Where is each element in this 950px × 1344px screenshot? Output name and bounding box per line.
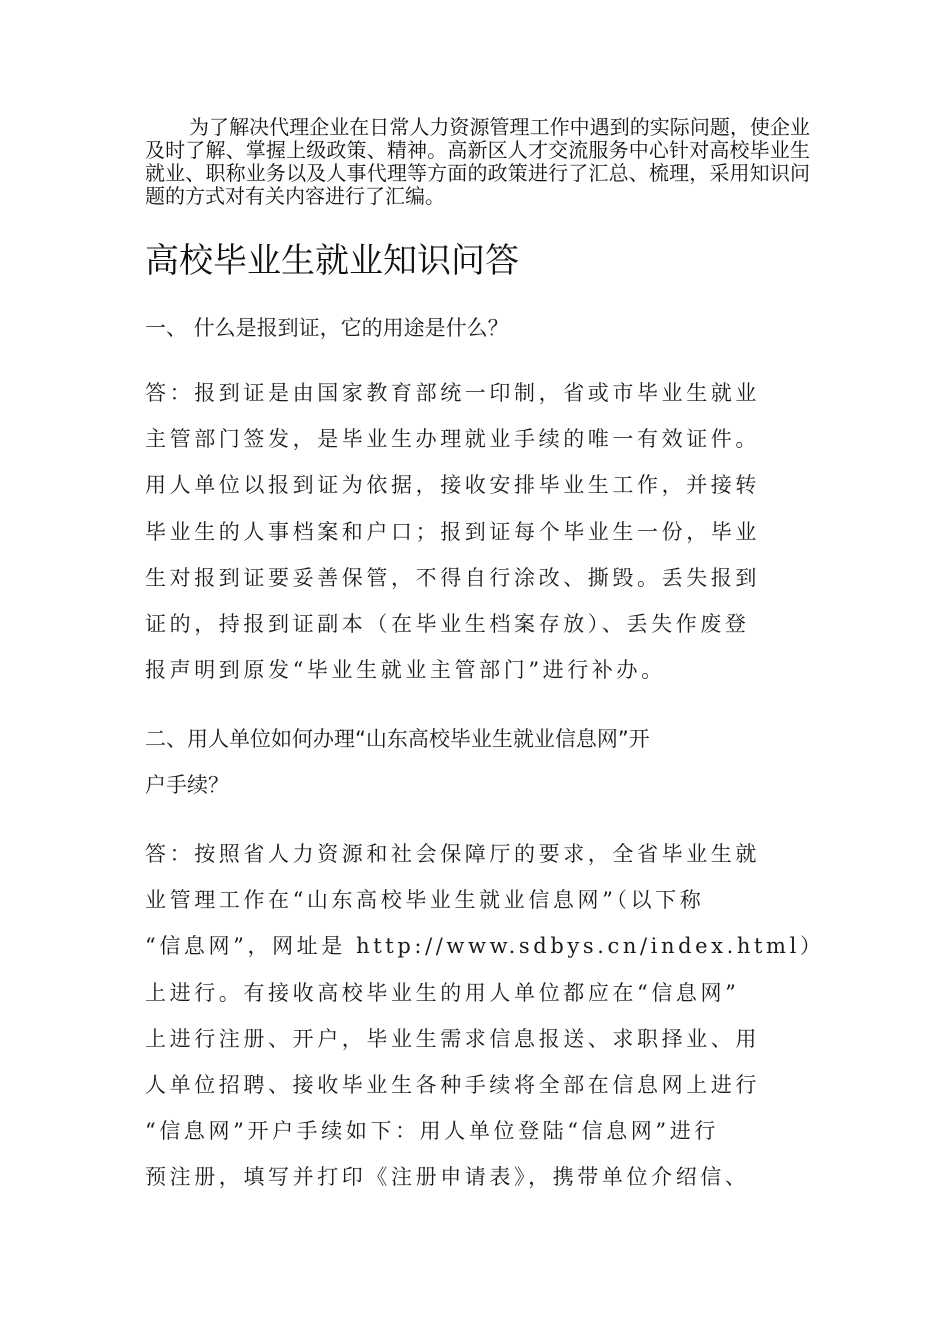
answer-2-line: 业管理工作在“山东高校毕业生就业信息网”（以下称: [145, 888, 705, 913]
answer-2-line: “信息网”开户手续如下：用人单位登陆“信息网”进行: [145, 1119, 719, 1144]
answer-2-line: 答：按照省人力资源和社会保障厅的要求，全省毕业生就: [145, 842, 760, 866]
answer-1-line: 毕业生的人事档案和户口；报到证每个毕业生一份，毕业: [145, 519, 760, 544]
question-2-line: 二、用人单位如何办理“山东高校毕业生就业信息网”开: [145, 727, 650, 751]
answer-1-line: 报声明到原发“毕业生就业主管部门”进行补办。: [145, 658, 666, 683]
answer-2-line: 上进行。有接收高校毕业生的用人单位都应在“信息网”: [145, 980, 740, 1005]
document-title: 高校毕业生就业知识问答: [145, 241, 519, 281]
answer-2-line: 人单位招聘、接收毕业生各种手续将全部在信息网上进行: [145, 1073, 760, 1098]
answer-1-line: 生对报到证要妥善保管，不得自行涂改、撕毁。丢失报到: [145, 565, 760, 590]
question-1: 一、 什么是报到证，它的用途是什么？: [145, 316, 509, 340]
answer-2-line: 预注册，填写并打印《注册申请表》，携带单位介绍信、: [145, 1165, 750, 1190]
question-2: [145, 716, 810, 808]
question-2-line: 户手续？: [145, 773, 229, 797]
answer-2-line: 上进行注册、开户，毕业生需求信息报送、求职择业、用: [145, 1026, 760, 1051]
answer-1-line: 答：报到证是由国家教育部统一印制，省或市毕业生就业: [145, 381, 760, 405]
answer-1-line: 用人单位以报到证为依据，接收安排毕业生工作，并接转: [145, 473, 760, 498]
answer-1-line: 主管部门签发，是毕业生办理就业手续的唯一有效证件。: [145, 427, 760, 452]
answer-2: [145, 831, 825, 1201]
answer-1-line: 证的，持报到证副本（在毕业生档案存放）、丢失作废登: [145, 612, 750, 637]
intro-paragraph: 为了解决代理企业在日常人力资源管理工作中遇到的实际问题，使企业及时了解、掌握上级政策、精神。高新区人才交流服务中心针对高校毕业生就业、职称业务以及人事代理等方面的政策进行了汇总、梳理，采用知识问题的方式对有关内容进行了汇编。: [145, 115, 810, 208]
answer-1: [145, 370, 810, 693]
answer-2-line: “信息网”，网址是 http://www.sdbys.cn/index.html）: [145, 934, 825, 959]
